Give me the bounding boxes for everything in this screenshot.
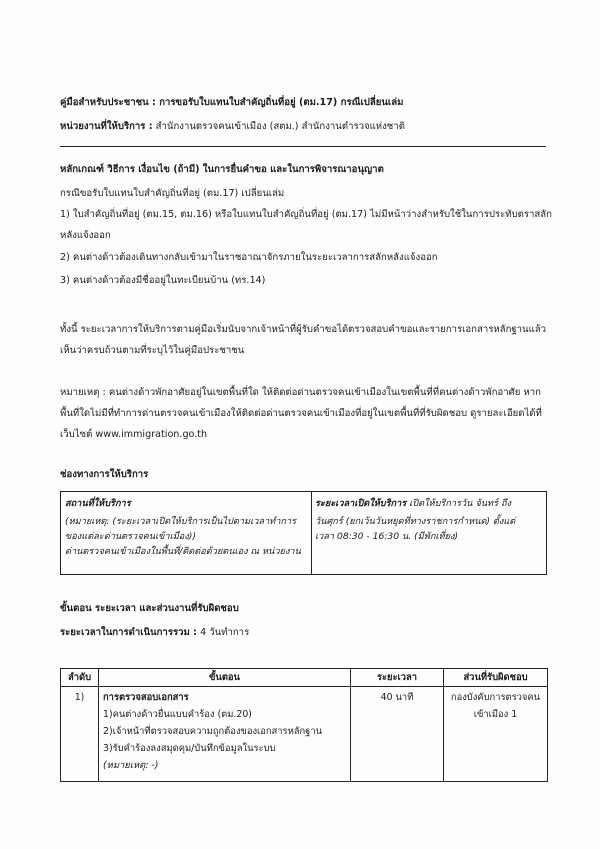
note-line: เห็นว่าครบถ้วนตามที่ระบุไว้ในคู่มือประชาชน: [60, 345, 245, 356]
remark-note: [60, 382, 550, 445]
step-line: 1)คนต่างด้าวยื่นแบบคำร้อง (ตม.20): [103, 709, 252, 720]
process-total: [60, 626, 550, 639]
channels-box: [60, 491, 547, 575]
criteria-list: [60, 183, 550, 291]
note-line: พื้นที่ใดไม่มีที่ทำการด่านตรวจคนเข้าเมืองให้ติดต่อด่านตรวจคนเข้าเมืองที่อยู่ในเขตพื้นที่ที่รับผิดชอบ ดูรายละเอียดได้ที่: [60, 408, 542, 419]
process-section: [60, 602, 550, 615]
service-place-line: (หมายเหตุ: (ระยะเวลาเปิดให้บริการเป็นไปตามเวลาทำการ: [65, 516, 297, 527]
criteria-heading: หลักเกณฑ์ วิธีการ เงื่อนไข (ถ้ามี) ในการยื่นคำขอ และในการพิจารณาอนุญาต: [60, 164, 384, 175]
steps-table: [60, 668, 548, 782]
manual-title-line: คู่มือสำหรับประชาชน : การขอรับใบแทนใบสำคัญถิ่นที่อยู่ (ตม.17) กรณีเปลี่ยนเล่ม: [60, 97, 404, 108]
header-divider: [60, 146, 546, 147]
service-hours-line: วันศุกร์ (ยกเว้นวันหยุดที่ทางราชการกำหนด) ตั้งแต่: [315, 516, 516, 527]
service-hours-line: เวลา 08:30 - 16:30 น. (มีพักเที่ยง): [315, 531, 459, 542]
step-title: การตรวจสอบเอกสาร: [103, 692, 189, 703]
service-place-cell: [65, 496, 311, 559]
total-duration-line: ระยะเวลาในการดำเนินการรวม : 4 วันทำการ: [60, 627, 250, 638]
step-owner: กองบังคับการตรวจคน เข้าเมือง 1: [444, 687, 548, 782]
note-line: ทั้งนี้ ระยะเวลาการให้บริการตามคู่มือเริ่มนับจากเจ้าหน้าที่ผู้รับคำขอได้ตรวจสอบคำขอและรายการเอกสารหลักฐานแล้ว: [60, 324, 547, 335]
note-line: หมายเหตุ : คนต่างด้าวพักอาศัยอยู่ในเขตพื้นที่ใด ให้ติดต่อด่านตรวจคนเข้าเมืองในเขตพื้นที่ที่คนต่างด้าวพักอาศัย หาก: [60, 387, 541, 398]
process-heading: ขั้นตอน ระยะเวลา และส่วนงานที่รับผิดชอบ: [60, 603, 239, 614]
step-line: 3)รับคำร้องลงสมุดคุม/บันทึกข้อมูลในระบบ: [103, 743, 276, 754]
channels-heading: ช่องทางการให้บริการ: [60, 469, 149, 480]
agency-header: [60, 120, 550, 133]
step-line: 2)เจ้าหน้าที่ตรวจสอบความถูกต้องของเอกสารหลักฐาน: [103, 726, 323, 737]
service-place-title: สถานที่ให้บริการ: [65, 498, 131, 509]
table-header-row: [61, 669, 548, 687]
criteria-line: 1) ใบสำคัญถิ่นที่อยู่ (ตม.15, ตม.16) หรือใบแทนใบสำคัญถิ่นที่อยู่ (ตม.17) ไม่มีหน้าว่างสำหรับใช้ในการประทับตราสลัก: [60, 209, 552, 220]
criteria-line: กรณีขอรับใบแทนใบสำคัญถิ่นที่อยู่ (ตม.17) เปลี่ยนเล่ม: [60, 188, 285, 199]
table-row: [61, 687, 548, 782]
criteria-line: 3) คนต่างด้าวต้องมีชื่ออยู่ในทะเบียนบ้าน (ทร.14): [60, 275, 266, 286]
criteria-section: [60, 163, 550, 176]
service-hours-cell: [315, 496, 543, 544]
note-line: เว็บไซต์ www.immigration.go.th: [60, 429, 208, 440]
step-remark: (หมายเหตุ: -): [103, 760, 159, 771]
service-place-line: ด่านตรวจคนเข้าเมืองในพื้นที่/ติดต่อด้วยตนเอง ณ หน่วยงาน: [65, 546, 301, 557]
service-hours-title: ระยะเวลาเปิดให้บริการ เปิดให้บริการวัน จันทร์ ถึง: [315, 498, 511, 509]
channels-section: [60, 468, 550, 481]
criteria-line: หลังแจ้งออก: [60, 230, 111, 241]
agency-line: หน่วยงานที่ให้บริการ : สำนักงานตรวจคนเข้าเมือง (สตม.) สำนักงานตำรวจแห่งชาติ: [60, 121, 405, 132]
step-number: 1): [61, 687, 99, 782]
column-header: ลำดับ: [61, 669, 99, 687]
column-header: ขั้นตอน: [99, 669, 351, 687]
column-header: ระยะเวลา: [351, 669, 444, 687]
service-place-line: ของแต่ละด่านตรวจคนเข้าเมือง)): [65, 531, 196, 542]
channels-divider: [311, 492, 312, 574]
step-detail: [99, 687, 351, 782]
criteria-line: 2) คนต่างด้าวต้องเดินทางกลับเข้ามาในราชอาณาจักรภายในระยะเวลาการสลักหลังแจ้งออก: [60, 252, 438, 263]
service-time-note: [60, 319, 550, 361]
step-duration: 40 นาที: [351, 687, 444, 782]
column-header: ส่วนที่รับผิดชอบ: [444, 669, 548, 687]
manual-header: [60, 96, 550, 109]
